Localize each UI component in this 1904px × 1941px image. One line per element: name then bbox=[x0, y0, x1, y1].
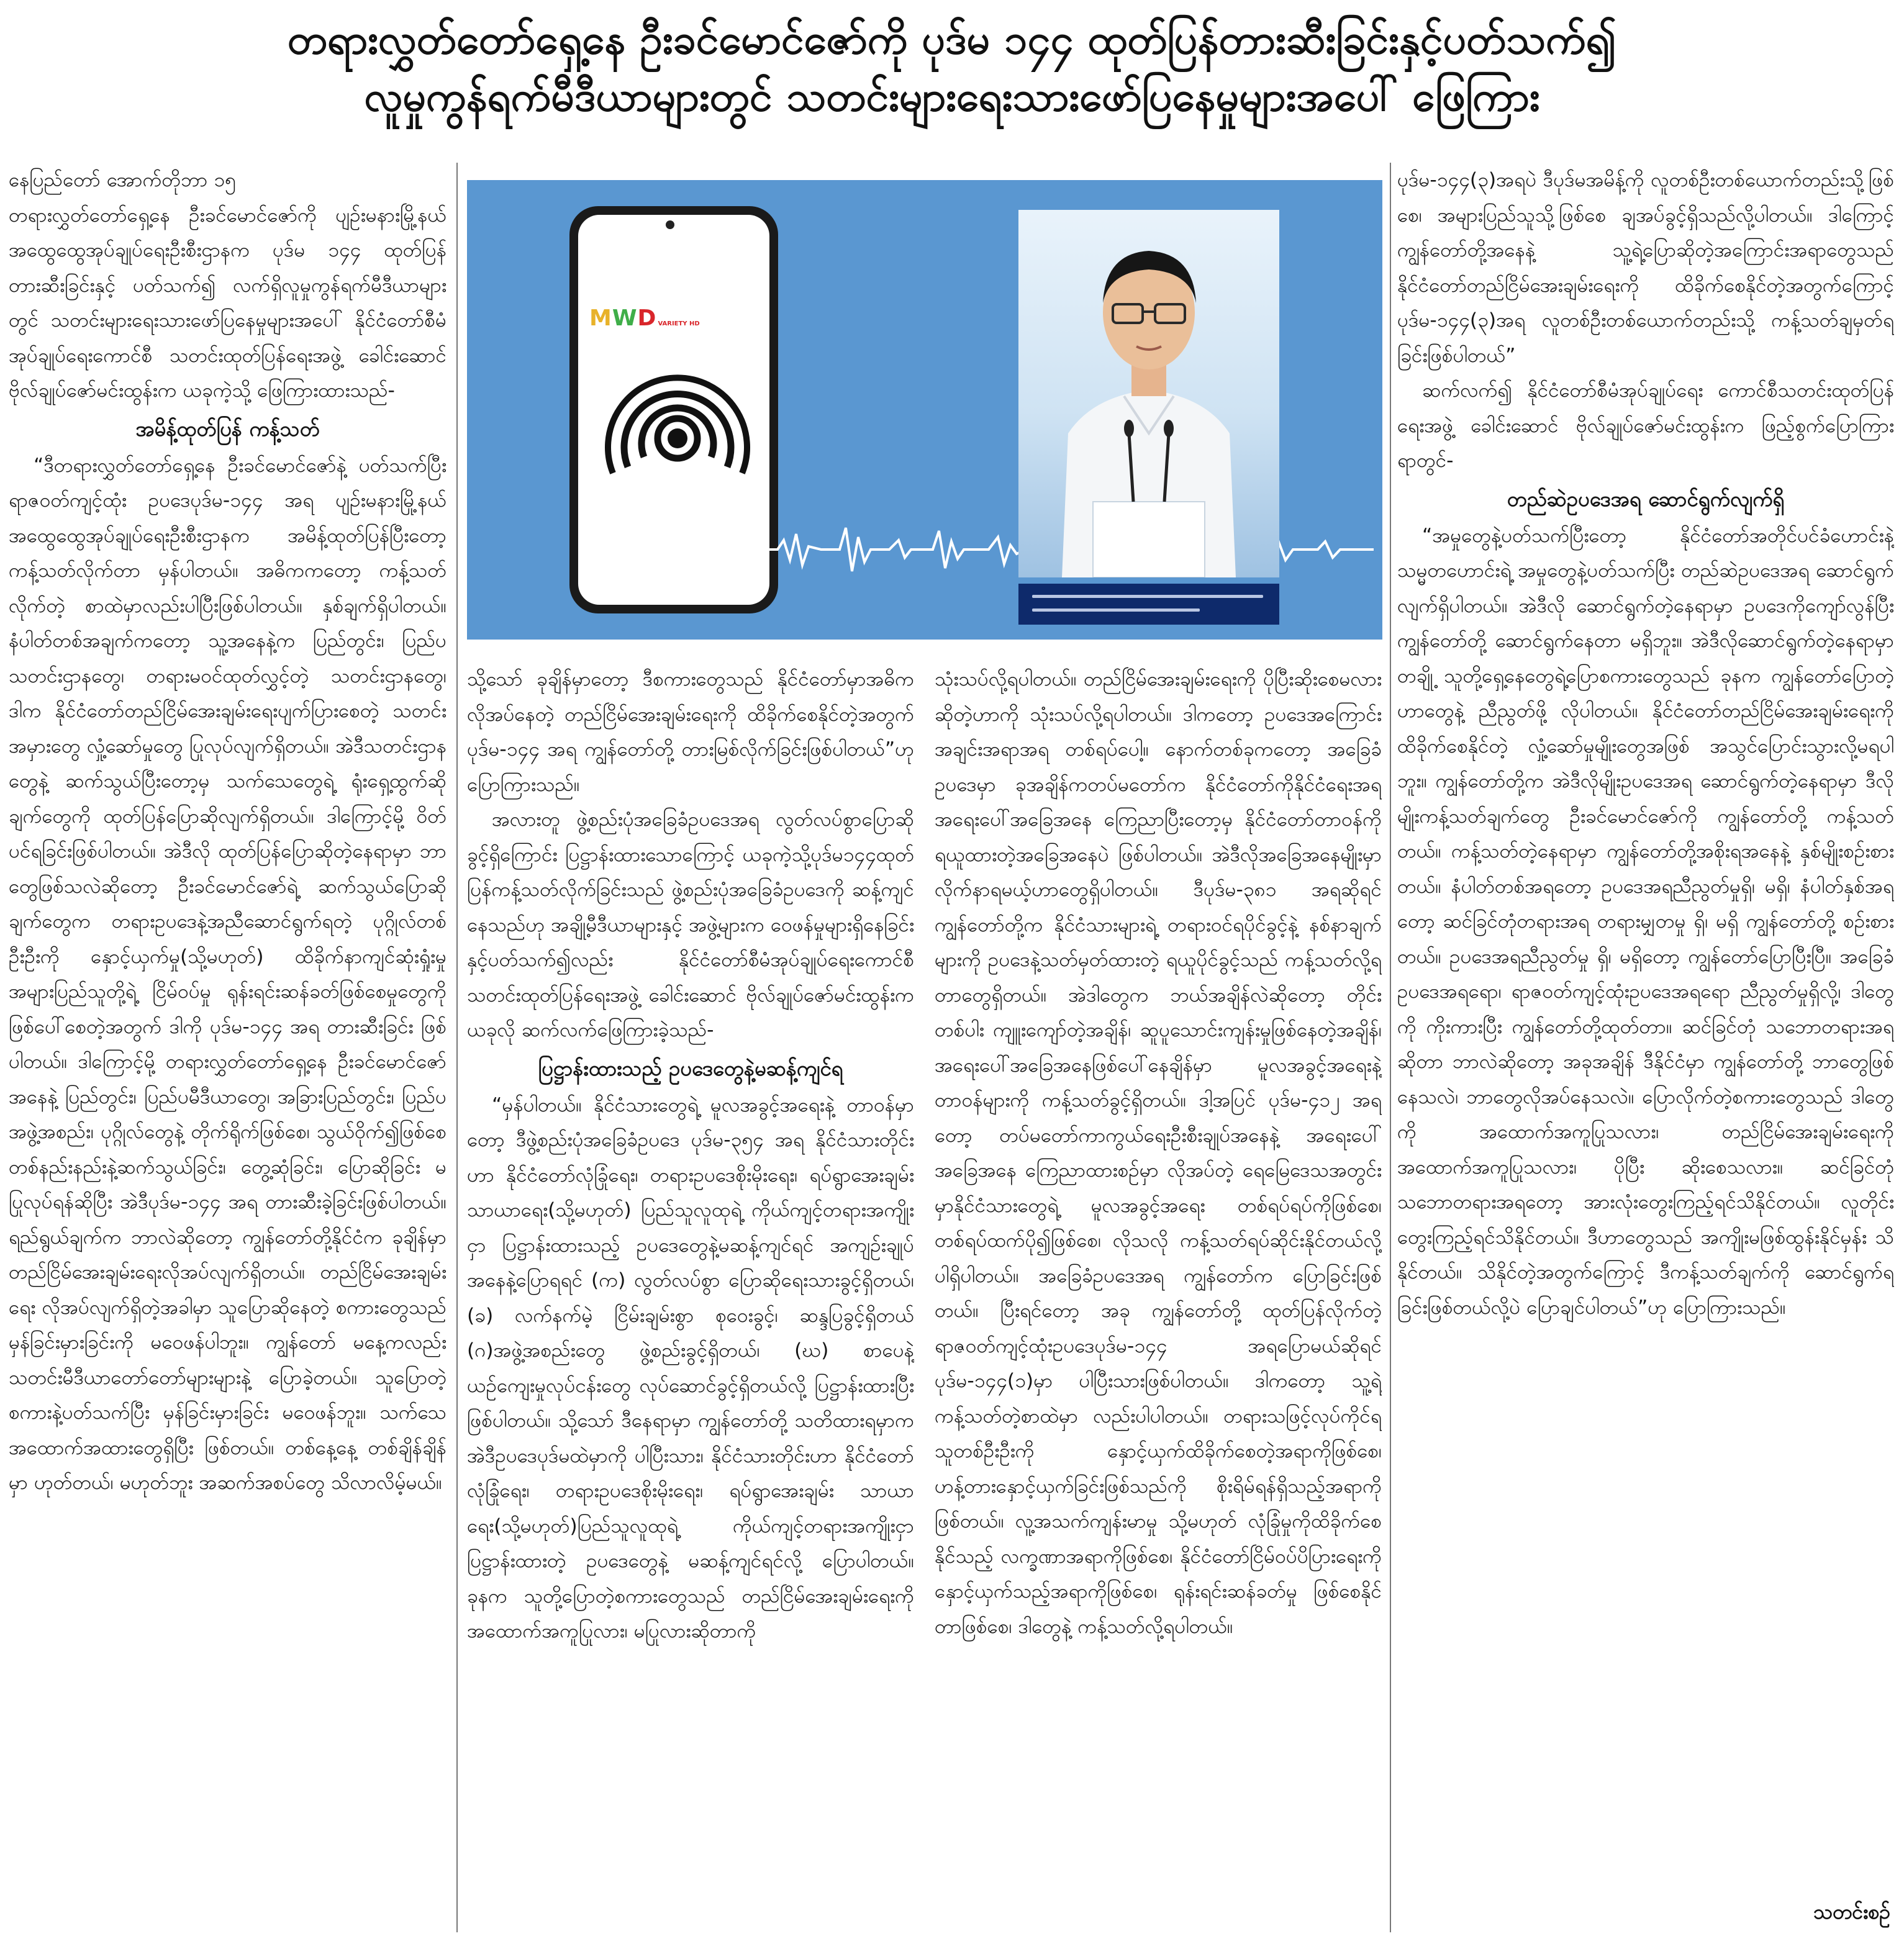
article-column-3 bbox=[935, 662, 1382, 1932]
paragraph: သို့သော် ခုချိန်မှာတော့ ဒီစကားတွေသည် နိုင်ငံတော်မှာအဓိကလိုအပ်နေတဲ့ တည်ငြိမ်အေးချမ်းရေးကို ထိခိုက်စေနိုင်တဲ့အတွက် ပုဒ်မ-၁၄၄ အရ ကျွန်တော်တို့ တားမြစ်လိုက်ခြင်းဖြစ်ပါတယ်”ဟု ပြောကြားသည်။ bbox=[467, 668, 914, 796]
article-column-2 bbox=[467, 662, 914, 1932]
mwd-logo: MWD VARIETY HD bbox=[589, 305, 700, 331]
paragraph: “အမှုတွေနဲ့ပတ်သက်ပြီးတော့ နိုင်ငံတော်အတိုင်ပင်ခံဟောင်းနဲ့ သမ္မတဟောင်းရဲ့ အမှုတွေနဲ့ပတ်သက်ပြီး တည်ဆဲဥပဒေအရ ဆောင်ရွက်လျက်ရှိပါတယ်။ အဲဒီလို ဆောင်ရွက်တဲ့နေရာမှာ ဥပဒေကိုကျော်လွန်ပြီး ကျွန်တော်တို့ ဆောင်ရွက်နေတာ မရှိဘူး။ အဲဒီလိုဆောင်ရွက်တဲ့နေရာမှာ တချို့ သူတို့ရှေ့နေတွေရဲ့ပြောစကားတွေသည် ခုနက ကျွန်တော်ပြောတဲ့ဟာတွေနဲ့ ညီညွတ်ဖို့ လိုပါတယ်။ နိုင်ငံတော်တည်ငြိမ်အေးချမ်းရေးကို ထိခိုက်စေနိုင်တဲ့ လှုံ့ဆော်မှုမျိုးတွေအဖြစ် အသွင်ပြောင်းသွားလို့မရပါဘူး။ ကျွန်တော်တို့က အဲဒီလိုမျိုးဥပဒေအရ ဆောင်ရွက်တဲ့နေရာမှာ ဒီလိုမျိုးကန့်သတ်ချက်တွေ ဦးခင်မောင်ဇော်ကို ကျွန်တော်တို့ ကန့်သတ်တယ်။ ကန့်သတ်တဲ့နေရာမှာ ကျွန်တော်တို့အစိုးရအနေနဲ့ နှစ်မျိုးစဉ်းစားတယ်။ နံပါတ်တစ်အရတော့ ဥပဒေအရညီညွတ်မှုရှိ၊ မရှိ၊ နံပါတ်နှစ်အရတော့ ဆင်ခြင်တုံတရားအရ တရားမျှတမှု ရှိ၊ မရှိ ကျွန်တော်တို့ စဉ်းစားတယ်။ ဥပဒေအရညီညွတ်မှု ရှိ၊ မရှိတော့ ကျွန်တော်ပြောပြီးပြီ။ အခြေခံဥပဒေအရရော၊ ရာဇဝတ်ကျင့်ထုံးဥပဒေအရရော ညီညွတ်မှုရှိလို့၊ ဒါတွေကို ကိုးကားပြီး ကျွန်တော်တို့ထုတ်တာ။ ဆင်ခြင်တုံ သဘောတရားအရဆိုတာ ဘာလဲဆိုတော့ အခုအချိန် ဒီနိုင်ငံမှာ ကျွန်တော်တို့ ဘာတွေဖြစ်နေသလဲ၊ ဘာတွေလိုအပ်နေသလဲ။ ပြောလိုက်တဲ့စကားတွေသည် ဒါတွေကို အထောက်အကူပြုသလား၊ တည်ငြိမ်အေးချမ်းရေးကို အထောက်အကူပြုသလား၊ ပိုပြီး ဆိုးစေသလား။ ဆင်ခြင်တုံ သဘောတရားအရတော့ အားလုံးတွေးကြည့်ရင်သိနိုင်တယ်။ လူတိုင်း တွေးကြည့်ရင်သိနိုင်တယ်။ ဒီဟာတွေသည် အကျိုးမဖြစ်ထွန်းနိုင်မှန်း သိနိုင်တယ်။ သိနိုင်တဲ့အတွက်ကြောင့် ဒီကန့်သတ်ချက်ကို ဆောင်ရွက်ရခြင်းဖြစ်တယ်လို့ပဲ ပြောချင်ပါတယ်”ဟု ပြောကြားသည်။ bbox=[1397, 524, 1894, 1319]
smartphone-graphic bbox=[569, 206, 778, 613]
paragraph: “မှန်ပါတယ်။ နိုင်ငံသားတွေရဲ့ မူလအခွင့်အရေးနဲ့ တာဝန်မှာတော့ ဒီဖွဲ့စည်းပုံအခြေခံဥပဒေ ပုဒ်မ-၃၅၄ အရ နိုင်ငံသားတိုင်းဟာ နိုင်ငံတော်လုံခြုံရေး၊ တရားဥပဒေစိုးမိုးရေး၊ ရပ်ရွာအေးချမ်းသာယာရေး(သို့မဟုတ်) ပြည်သူလူထုရဲ့ ကိုယ်ကျင့်တရားအကျိုးငှာ ပြဋ္ဌာန်းထားသည့် ဥပဒေတွေနဲ့မဆန့်ကျင်ရင် အကျဉ်းချုပ်အနေနဲ့ပြောရရင် (က) လွတ်လပ်စွာ ပြောဆိုရေးသားခွင့်ရှိတယ်၊ (ခ) လက်နက်မဲ့ ငြိမ်းချမ်းစွာ စုဝေးခွင့်၊ ဆန္ဒပြခွင့်ရှိတယ် (ဂ)အဖွဲ့အစည်းတွေ ဖွဲ့စည်းခွင့်ရှိတယ်၊ (ဃ) စာပေနဲ့ ယဉ်ကျေးမှုလုပ်ငန်းတွေ လုပ်ဆောင်ခွင့်ရှိတယ်လို့ ပြဋ္ဌာန်းထားပြီးဖြစ်ပါတယ်။ သို့သော် ဒီနေရာမှာ ကျွန်တော်တို့ သတိထားရမှာက အဲဒီဥပဒေပုဒ်မထဲမှာကို ပါပြီးသား၊ နိုင်ငံသားတိုင်းဟာ နိုင်ငံတော်လုံခြုံရေး၊ တရားဥပဒေစိုးမိုးရေး၊ ရပ်ရွာအေးချမ်း သာယာရေး(သို့မဟုတ်)ပြည်သူလူထုရဲ့ ကိုယ်ကျင့်တရားအကျိုးငှာ ပြဋ္ဌာန်းထားတဲ့ ဥပဒေတွေနဲ့ မဆန့်ကျင်ရင်လို့ ပြောပါတယ်။ ခုနက သူတို့ပြောတဲ့စကားတွေသည် တည်ငြိမ်အေးချမ်းရေးကို အထောက်အကူပြုလား၊ မပြုလားဆိုတာကို bbox=[467, 1093, 914, 1642]
tv-caption-bar bbox=[1018, 584, 1279, 625]
paragraph: နေပြည်တော် အောက်တိုဘာ ၁၅ bbox=[9, 169, 236, 191]
caption-line-1 bbox=[1032, 595, 1263, 598]
subheading: အမိန့်ထုတ်ပြန် ကန့်သတ် bbox=[135, 416, 320, 441]
article-column-1 bbox=[9, 163, 447, 1932]
paragraph: တရားလွှတ်တော်ရှေ့နေ ဦးခင်မောင်ဇော်ကို ပျဉ်းမနားမြို့နယ် အထွေထွေအုပ်ချုပ်ရေးဦးစီးဌာနက ပုဒ်မ ၁၄၄ ထုတ်ပြန်တားဆီးခြင်းနှင့် ပတ်သက်၍ လက်ရှိလူမှုကွန်ရက်မီဒီယာများတွင် သတင်းများရေးသားဖော်ပြနေမှုများအပေါ် နိုင်ငံတော်စီမံအုပ်ချုပ်ရေးကောင်စီ သတင်းထုတ်ပြန်ရေးအဖွဲ့ ခေါင်းဆောင် ဗိုလ်ချုပ်ဇော်မင်းထွန်းက ယခုကဲ့သို့ ဖြေကြားထားသည်- bbox=[9, 204, 447, 402]
paragraph: အလားတူ ဖွဲ့စည်းပုံအခြေခံဥပဒေအရ လွတ်လပ်စွာပြောဆိုခွင့်ရှိကြောင်း ပြဋ္ဌာန်းထားသောကြောင့် ယခုကဲ့သို့ပုဒ်မ၁၄၄ထုတ်ပြန်ကန့်သတ်လိုက်ခြင်းသည် ဖွဲ့စည်းပုံအခြေခံဥပဒေကို ဆန့်ကျင်နေသည်ဟု အချို့မီဒီယာများနှင့် အဖွဲ့များက ဝေဖန်မှုများရှိနေခြင်းနှင့်ပတ်သက်၍လည်း နိုင်ငံတော်စီမံအုပ်ချုပ်ရေးကောင်စီ သတင်းထုတ်ပြန်ရေးအဖွဲ့ ခေါင်းဆောင် ဗိုလ်ချုပ်ဇော်မင်းထွန်းက ယခုလို ဆက်လက်ဖြေကြားခဲ့သည်- bbox=[467, 808, 914, 1041]
subheading: တည်ဆဲဥပဒေအရ ဆောင်ရွက်လျက်ရှိ bbox=[1507, 486, 1785, 511]
caption-line-2 bbox=[1032, 609, 1200, 612]
paragraph: “ဒီတရားလွှတ်တော်ရှေ့နေ ဦးခင်မောင်ဇော်နဲ့ ပတ်သက်ပြီး ရာဇဝတ်ကျင့်ထုံး ဥပဒေပုဒ်မ-၁၄၄ အရ ပျဉ်းမနားမြို့နယ် အထွေထွေအုပ်ချုပ်ရေးဦးစီးဌာနက အမိန့်ထုတ်ပြန်ပြီးတော့ ကန့်သတ်လိုက်တာ မှန်ပါတယ်။ အဓိကကတော့ ကန့်သတ်လိုက်တဲ့ စာထဲမှာလည်းပါပြီးဖြစ်ပါတယ်။ နှစ်ချက်ရှိပါတယ်။ နံပါတ်တစ်အချက်ကတော့ သူ့အနေနဲ့က ပြည်တွင်း၊ ပြည်ပ သတင်းဌာနတွေ၊ တရားမဝင်ထုတ်လွှင့်တဲ့ သတင်းဌာနတွေ၊ ဒါက နိုင်ငံတော်တည်ငြိမ်အေးချမ်းရေးပျက်ပြားစေတဲ့ သတင်းအမှားတွေ လှုံ့ဆော်မှုတွေ ပြုလုပ်လျက်ရှိတယ်။ အဲဒီသတင်းဌာနတွေနဲ့ ဆက်သွယ်ပြီးတော့မှ သက်သေတွေရဲ့ ရုံးရှေ့ထွက်ဆိုချက်တွေကို ထုတ်ပြန်ပြောဆိုလျက်ရှိတယ်။ ဒါကြောင့်မို့ ဝိတ်ပင်ရခြင်းဖြစ်ပါတယ်။ အဲဒီလို ထုတ်ပြန်ပြောဆိုတဲ့နေရာမှာ ဘာတွေဖြစ်သလဲဆိုတော့ ဦးခင်မောင်ဇော်ရဲ့ ဆက်သွယ်ပြောဆိုချက်တွေက တရားဥပဒေနဲ့အညီဆောင်ရွက်ရတဲ့ ပုဂ္ဂိုလ်တစ်ဦးဦးကို နှောင့်ယှက်မှု(သို့မဟုတ်) ထိခိုက်နာကျင်ဆုံးရှုံးမှု အများပြည်သူတို့ရဲ့ ငြိမ်ဝပ်မှု ရုန်းရင်းဆန်ခတ်ဖြစ်စေမှုတွေကို ဖြစ်ပေါ်စေတဲ့အတွက် ဒါကို ပုဒ်မ-၁၄၄ အရ တားဆီးခြင်း ဖြစ်ပါတယ်။ ဒါကြောင့်မို့ တရားလွှတ်တော်ရှေ့နေ ဦးခင်မောင်ဇော် အနေနဲ့ ပြည်တွင်း၊ ပြည်ပမီဒီယာတွေ၊ အခြားပြည်တွင်း၊ ပြည်ပအဖွဲ့အစည်း၊ ပုဂ္ဂိုလ်တွေနဲ့ တိုက်ရိုက်ဖြစ်စေ၊ သွယ်ဝိုက်၍ဖြစ်စေ တစ်နည်းနည်းနဲ့ဆက်သွယ်ခြင်း၊ တွေ့ဆုံခြင်း၊ ပြောဆိုခြင်း မပြုလုပ်ရန်ဆိုပြီး အဲဒီပုဒ်မ-၁၄၄ အရ တားဆီးခဲ့ခြင်းဖြစ်ပါတယ်။ ရည်ရွယ်ချက်က ဘာလဲဆိုတော့ ကျွန်တော်တို့နိုင်ငံက ခုချိန်မှာ တည်ငြိမ်အေးချမ်းရေးလိုအပ်လျက်ရှိတယ်။ တည်ငြိမ်အေးချမ်းရေး လိုအပ်လျက်ရှိတဲ့အခါမှာ သူပြောဆိုနေတဲ့ စကားတွေသည် မှန်ခြင်းမှားခြင်းကို မဝေဖန်ပါဘူး။ ကျွန်တော် မနေ့ကလည်း သတင်းမီဒီယာတော်တော်များများနဲ့ ပြောခဲ့တယ်။ သူပြောတဲ့ စကားနဲ့ပတ်သက်ပြီး မှန်ခြင်းမှားခြင်း မဝေဖန်ဘူး။ သက်သေအထောက်အထားတွေရှိပြီး ဖြစ်တယ်။ တစ်နေ့နေ့ တစ်ချိန်ချိန်မှာ ဟုတ်တယ်၊ မဟုတ်ဘူး အဆက်အစပ်တွေ သိလာလိမ့်မယ်။ bbox=[9, 454, 447, 1494]
mwd-logo-sub: VARIETY HD bbox=[658, 320, 700, 327]
paragraph: သုံးသပ်လို့ရပါတယ်။ တည်ငြိမ်အေးချမ်းရေးကို ပိုပြီးဆိုးစေမလားဆိုတဲ့ဟာကို သုံးသပ်လို့ရပါတယ်။ ဒါကတော့ ဥပဒေအကြောင်းအချင်းအရာအရ တစ်ရပ်ပေါ့။ နောက်တစ်ခုကတော့ အခြေခံဥပဒေမှာ ခုအချိန်ကတပ်မတော်က နိုင်ငံတော်ကိုနိုင်ငံရေးအရ အရေးပေါ်အခြေအနေ ကြေညာပြီးတော့မှ နိုင်ငံတော်တာဝန်ကို ရယူထားတဲ့အခြေအနေပဲ ဖြစ်ပါတယ်။ အဲဒီလိုအခြေအနေမျိုးမှာ လိုက်နာရမယ့်ဟာတွေရှိပါတယ်။ ဒီပုဒ်မ-၃၈၁ အရဆိုရင် ကျွန်တော်တို့က နိုင်ငံသားများရဲ့ တရားဝင်ရပိုင်ခွင့်နဲ့ နစ်နာချက်များကို ဥပဒေနဲ့သတ်မှတ်ထားတဲ့ ရယူပိုင်ခွင့်သည် ကန့်သတ်လို့ရတာတွေရှိတယ်။ အဲဒါတွေက ဘယ်အချိန်လဲဆိုတော့ တိုင်းတစ်ပါး ကျူးကျော်တဲ့အချိန်၊ ဆူပူသောင်းကျန်းမှုဖြစ်နေတဲ့အချိန်၊ အရေးပေါ်အခြေအနေဖြစ်ပေါ်နေချိန်မှာ မူလအခွင့်အရေးနဲ့ တာဝန်များကို ကန့်သတ်ခွင့်ရှိတယ်။ ဒါ့အပြင် ပုဒ်မ-၄၁၂ အရတော့ တပ်မတော်ကာကွယ်ရေးဦးစီးချုပ်အနေနဲ့ အရေးပေါ်အခြေအနေ ကြေညာထားစဉ်မှာ လိုအပ်တဲ့ ရေမြေဒေသအတွင်းမှာနိုင်ငံသားတွေရဲ့ မူလအခွင့်အရေး တစ်ရပ်ရပ်ကိုဖြစ်စေ၊ တစ်ရပ်ထက်ပို၍ဖြစ်စေ၊ လိုသလို ကန့်သတ်ရပ်ဆိုင်းနိုင်တယ်လို့ ပါရှိပါတယ်။ အခြေခံဥပဒေအရ ကျွန်တော်က ပြောခြင်းဖြစ်တယ်။ ပြီးရင်တော့ အခု ကျွန်တော်တို့ ထုတ်ပြန်လိုက်တဲ့ ရာဇဝတ်ကျင့်ထုံးဥပဒေပုဒ်မ-၁၄၄ အရပြောမယ်ဆိုရင် ပုဒ်မ-၁၄၄(၁)မှာ ပါပြီးသားဖြစ်ပါတယ်။ ဒါကတော့ သူ့ရဲ့ကန့်သတ်တဲ့စာထဲမှာ လည်းပါပါတယ်။ တရားသဖြင့်လုပ်ကိုင်ရသူတစ်ဦးဦးကို နှောင့်ယှက်ထိခိုက်စေတဲ့အရာကိုဖြစ်စေ၊ ဟန့်တားနှောင့်ယှက်ခြင်းဖြစ်သည်ကို စိုးရိမ်ရန်ရှိသည့်အရာကိုဖြစ်တယ်။ လူ့အသက်ကျန်းမာမှု သို့မဟုတ် လုံခြုံမှုကိုထိခိုက်စေနိုင်သည့် လက္ခဏာအရာကိုဖြစ်စေ၊ နိုင်ငံတော်ငြိမ်ဝပ်ပိပြားရေးကို နှောင့်ယှက်သည့်အရာကိုဖြစ်စေ၊ ရုန်းရင်းဆန်ခတ်မှု ဖြစ်စေနိုင်တာဖြစ်စေ၊ ဒါတွေနဲ့ ကန့်သတ်လို့ရပါတယ်။ bbox=[935, 668, 1382, 1638]
column-divider-1 bbox=[456, 163, 458, 1932]
paragraph: ဆက်လက်၍ နိုင်ငံတော်စီမံအုပ်ချုပ်ရေး ကောင်စီသတင်းထုတ်ပြန်ရေးအဖွဲ့ ခေါင်းဆောင် ဗိုလ်ချုပ်ဇော်မင်းထွန်းက ဖြည့်စွက်ပြောကြားရာတွင်- bbox=[1397, 379, 1894, 472]
headline bbox=[50, 11, 1854, 125]
column-divider-2 bbox=[1390, 163, 1391, 1932]
audio-rings-icon bbox=[597, 351, 758, 519]
speaker-figure bbox=[1018, 210, 1279, 577]
headline-line-2: လူမှုကွန်ရက်မီဒီယာများတွင် သတင်းများရေးသားဖော်ပြနေမှုများအပေါ် ဖြေကြား bbox=[364, 73, 1540, 120]
speaker-photo bbox=[1018, 210, 1279, 577]
byline: သတင်းစဉ် bbox=[1813, 1900, 1890, 1924]
phone-camera-icon bbox=[666, 220, 674, 229]
headline-line-1: တရားလွှတ်တော်ရှေ့နေ ဦးခင်မောင်ဇော်ကို ပုဒ်မ ၁၄၄ ထုတ်ပြန်တားဆီးခြင်းနှင့်ပတ်သက်၍ bbox=[287, 16, 1617, 63]
paragraph: ပုဒ်မ-၁၄၄(၃)အရပဲ ဒီပုဒ်မအမိန့်ကို လူတစ်ဦးတစ်ယောက်တည်းသို့ဖြစ်စေ၊ အများပြည်သူသို့ဖြစ်စေ ချအပ်ခွင့်ရှိသည်လို့ပါတယ်။ ဒါကြောင့် ကျွန်တော်တို့အနေနဲ့ သူ့ရဲ့ပြောဆိုတဲ့အကြောင်းအရာတွေသည် နိုင်ငံတော်တည်ငြိမ်အေးချမ်းရေးကို ထိခိုက်စေနိုင်တဲ့အတွက်ကြောင့် ပုဒ်မ-၁၄၄(၃)အရ လူတစ်ဦးတစ်ယောက်တည်းသို့ ကန့်သတ်ချမှတ်ရခြင်းဖြစ်ပါတယ်” bbox=[1397, 169, 1894, 367]
subheading: ပြဋ္ဌာန်းထားသည့် ဥပဒေတွေနဲ့မဆန့်ကျင်ရ bbox=[538, 1056, 843, 1080]
phone-screen bbox=[578, 215, 769, 605]
article-column-4 bbox=[1397, 163, 1894, 1932]
news-photo bbox=[467, 180, 1382, 640]
